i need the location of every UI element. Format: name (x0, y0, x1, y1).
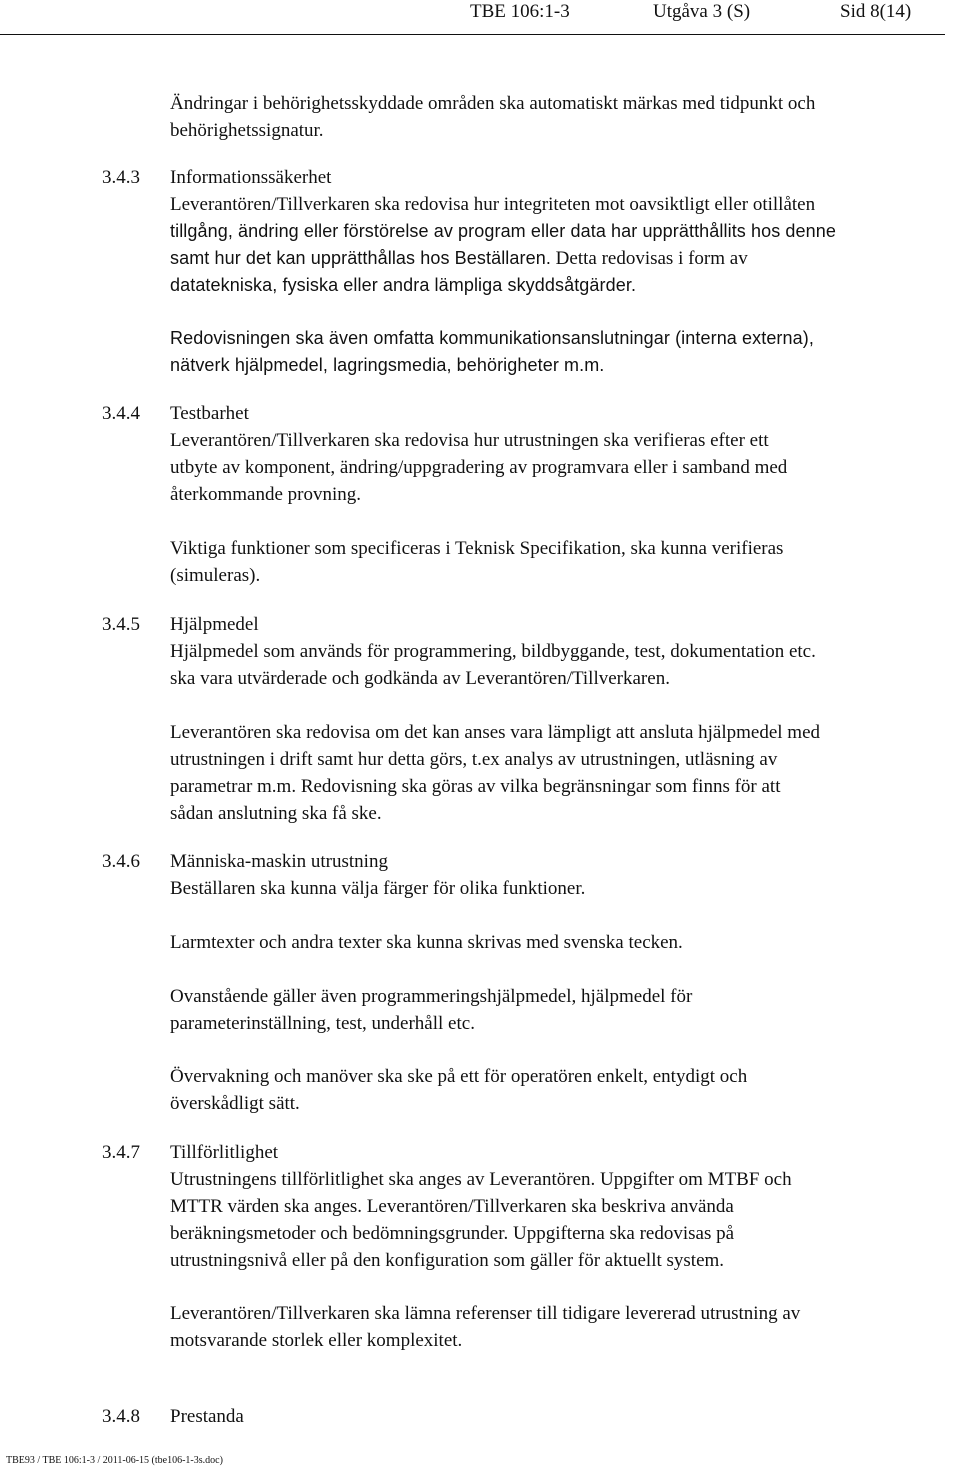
paragraph-line: sådan anslutning ska få ske. (170, 803, 382, 824)
paragraph-line: Leverantören/Tillverkaren ska redovisa hur integriteten mot oavsiktligt eller otillåten (170, 194, 816, 215)
paragraph-line: utrustningsnivå eller på den konfiguration som gäller för aktuellt system. (170, 1250, 725, 1271)
document-id: TBE 106:1-3 (470, 1, 570, 22)
paragraph-line: Leverantören ska redovisa om det kan anses vara lämpligt att ansluta hjälpmedel med (170, 722, 820, 743)
page-footer: TBE93 / TBE 106:1-3 / 2011-06-15 (tbe106-1-3s.doc) (6, 1455, 223, 1466)
section-3-4-6-paragraph-4 (170, 1063, 960, 1117)
section-3-4-5 (170, 611, 960, 692)
section-3-4-4-paragraph-2 (170, 535, 960, 589)
paragraph-line: Ovanstående gäller även programmeringshjälpmedel, hjälpmedel för (170, 986, 693, 1007)
paragraph-line: Hjälpmedel som används för programmering, bildbyggande, test, dokumentation etc. (170, 641, 816, 662)
paragraph-line: överskådligt sätt. (170, 1093, 300, 1114)
paragraph-line: Viktiga funktioner som specificeras i Teknisk Specifikation, ska kunna verifieras (170, 538, 784, 559)
section-3-4-6-paragraph-2 (170, 929, 960, 956)
paragraph-line: datatekniska, fysiska eller andra lämpliga skyddsåtgärder. (170, 275, 637, 295)
section-number: 3.4.7 (102, 1142, 140, 1163)
paragraph-line: Redovisningen ska även omfatta kommunikationsanslutningar (interna externa), (170, 328, 814, 348)
paragraph-line: parametrar m.m. Redovisning ska göras av vilka begränsningar som finns för att (170, 776, 781, 797)
paragraph-line: MTTR värden ska anges. Leverantören/Tillverkaren ska beskriva använda (170, 1196, 734, 1217)
section-title: Prestanda (170, 1406, 244, 1427)
section-title: Testbarhet (170, 403, 249, 424)
paragraph-line: Beställaren ska kunna välja färger för olika funktioner. (170, 878, 586, 899)
section-title: Hjälpmedel (170, 614, 259, 635)
page-header (0, 0, 960, 36)
paragraph-line: utbyte av komponent, ändring/uppgradering av programvara eller i samband med (170, 457, 788, 478)
paragraph-line: beräkningsmetoder och bedömningsgrunder. Uppgifterna ska redovisas på (170, 1223, 735, 1244)
paragraph-line: tillgång, ändring eller förstörelse av program eller data har upprätthållits hos denne (170, 221, 836, 241)
page-number: Sid 8(14) (840, 1, 912, 22)
section-3-4-5-paragraph-2 (170, 719, 960, 827)
paragraph-line: parameterinställning, test, underhåll etc. (170, 1013, 475, 1034)
paragraph-line: Leverantören/Tillverkaren ska redovisa hur utrustningen ska verifieras efter ett (170, 430, 769, 451)
section-title: Människa-maskin utrustning (170, 851, 388, 872)
section-3-4-3-paragraph-2 (170, 325, 960, 379)
paragraph-line: Ändringar i behörighetsskyddade områden ska automatiskt märkas med tidpunkt och (170, 93, 816, 114)
paragraph-line: (simuleras). (170, 565, 261, 586)
section-3-4-4 (170, 400, 960, 508)
paragraph-line: behörighetssignatur. (170, 120, 324, 141)
section-title: Tillförlitlighet (170, 1142, 279, 1163)
section-3-4-8 (170, 1403, 960, 1430)
section-number: 3.4.5 (102, 614, 140, 635)
paragraph-line: återkommande provning. (170, 484, 362, 505)
intro-paragraph (170, 90, 960, 144)
paragraph-line: Utrustningens tillförlitlighet ska anges av Leverantören. Uppgifter om MTBF och (170, 1169, 792, 1190)
section-3-4-3 (170, 164, 960, 299)
line-part: Detta redovisas i form av (550, 248, 748, 269)
header-divider (0, 34, 945, 35)
paragraph-line: Larmtexter och andra texter ska kunna skrivas med svenska tecken. (170, 932, 683, 953)
section-3-4-7-paragraph-2 (170, 1300, 960, 1354)
paragraph-line: motsvarande storlek eller komplexitet. (170, 1330, 463, 1351)
section-number: 3.4.6 (102, 851, 140, 872)
section-number: 3.4.8 (102, 1406, 140, 1427)
paragraph-line: ska vara utvärderade och godkända av Leverantören/Tillverkaren. (170, 668, 670, 689)
edition-label: Utgåva 3 (S) (653, 1, 751, 22)
paragraph-line (170, 245, 960, 272)
section-title: Informationssäkerhet (170, 167, 332, 188)
section-number: 3.4.3 (102, 167, 140, 188)
line-part: samt hur det kan upprätthållas hos Beställaren. (170, 248, 551, 268)
paragraph-line: nätverk hjälpmedel, lagringsmedia, behörigheter m.m. (170, 355, 605, 375)
section-3-4-6 (170, 848, 960, 902)
section-number: 3.4.4 (102, 403, 140, 424)
section-3-4-7 (170, 1139, 960, 1274)
paragraph-line: Övervakning och manöver ska ske på ett för operatören enkelt, entydigt och (170, 1066, 748, 1087)
section-3-4-6-paragraph-3 (170, 983, 960, 1037)
paragraph-line: utrustningen i drift samt hur detta görs, t.ex analys av utrustningen, utläsning av (170, 749, 778, 770)
paragraph-line: Leverantören/Tillverkaren ska lämna referenser till tidigare levererad utrustning av (170, 1303, 801, 1324)
